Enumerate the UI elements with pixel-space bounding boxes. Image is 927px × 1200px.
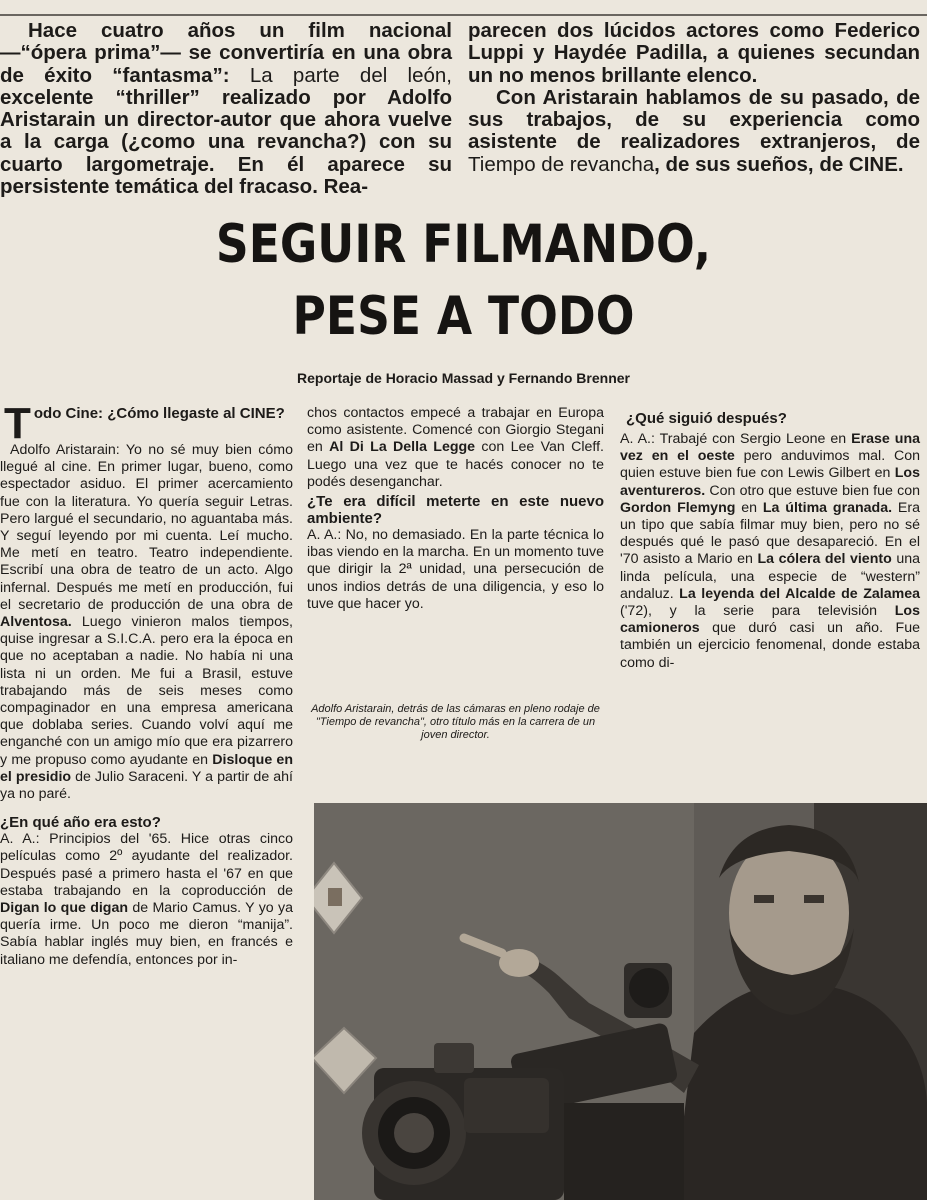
answer-4	[620, 431, 920, 672]
column-3	[620, 410, 920, 672]
question-4: ¿Qué siguió después?	[626, 410, 787, 427]
column-2	[307, 405, 604, 613]
text-run: Luego vinieron malos tiempos, quise ingresar a S.I.C.A. pero era la época en que no aceptaban a nadie. No había ni una lista ni un orden. Me fui a Brasil, estuve trabajando más de seis meses como compaginador en una empresa americana que doblaba series. Cuando volví aquí me enganché con un amigo mío que era pizarrero y me propuso como ayudante en	[0, 614, 293, 768]
question-2: ¿En qué año era esto?	[0, 814, 161, 832]
text-run: A. A.: Principios del '65. Hice otras cinco películas como 2º ayudante del realizador. Después pasé a primero hasta el '67 en que estaba trabajando en la coproducción de	[0, 831, 293, 899]
intro-right	[468, 20, 920, 176]
question-3: ¿Te era difícil meterte en este nuevo ambiente?	[307, 493, 604, 528]
text-run: Disloque en el presidio	[0, 751, 293, 785]
text-run: de Julio Saraceni. Y a partir de ahí ya no paré.	[0, 768, 293, 803]
text-run: Los aventureros.	[620, 465, 920, 499]
intro-paragraph-2: parecen dos lúcidos actores como Federico Luppi y Haydée Padilla, a quienes secundan un no menos brillante elenco.	[468, 19, 920, 87]
text-run: en	[735, 499, 763, 516]
column-1	[0, 399, 293, 969]
text-run: Alventosa.	[0, 614, 72, 631]
headline-line-1: SEGUIR FILMANDO,	[215, 214, 712, 275]
text-run: Con otro que estuve bien fue con	[705, 482, 920, 499]
top-rule	[0, 14, 927, 16]
text-run: pero anduvimos mal. Con quien estuve bien fue con Lewis Gilbert en	[620, 448, 920, 482]
intro-paragraph-1	[0, 20, 452, 198]
text-run: La leyenda del Alcalde de Zalamea	[679, 585, 920, 602]
text-run: chos contactos empecé a trabajar en Europa como asistente. Comencé con Giorgio Stegani en	[307, 405, 604, 456]
photo-caption: Adolfo Aristarain, detrás de las cámaras en pleno rodaje de "Tiempo de revancha", otro título más en la carrera de un joven director.	[311, 703, 600, 741]
text-run: Los camioneros	[620, 603, 920, 637]
text-run: una linda película, una especie de “western” andaluz.	[620, 551, 920, 602]
answer-continued	[307, 405, 604, 491]
text-run: Digan lo que digan	[0, 900, 129, 917]
text-run: Hace cuatro años un film nacional —“ópera prima”— se convertiría en una obra de éxito “fantasma”:	[0, 19, 452, 87]
byline: Reportaje de Horacio Massad y Fernando Brenner	[297, 370, 630, 386]
text-run: con Lee Van Cleff. Luego una vez que te hacés conocer no te podés desenganchar.	[307, 439, 604, 490]
drop-cap: T	[4, 399, 31, 448]
text-run: Era un tipo que sabía filmar muy bien, pero no sé después qué le pasó que desapareció. En el '70 asisto a Mario en	[620, 499, 920, 568]
director-with-camera-illustration	[314, 803, 927, 1200]
text-run: ('72), y la serie para televisión	[620, 603, 895, 620]
text-run: Con Aristarain hablamos de su pasado, de sus trabajos, de su experiencia como asistente de realizadores extranjeros, de	[468, 85, 920, 154]
text-run: La última granada.	[762, 499, 893, 516]
headline-line-2: PESE A TODO	[292, 286, 635, 347]
director-photo	[314, 803, 927, 1200]
answer-3: A. A.: No, no demasiado. En la parte técnica lo ibas viendo en la marcha. En un momento tuve que dirigir la 2ª unidad, una persecución de unos indios detrás de una diligencia, y eso lo tuve que hacer yo.	[307, 527, 604, 612]
question-1: Todo Cine: ¿Cómo llegaste al CINE?	[4, 399, 285, 448]
text-run: La parte del león,	[249, 63, 452, 87]
text-run: Erase una vez en el oeste	[620, 431, 920, 465]
text-run: A. A.: Trabajé con Sergio Leone en	[620, 431, 852, 447]
text-run: , de sus sueños, de CINE.	[654, 152, 904, 176]
intro-left	[0, 20, 452, 198]
intro-paragraph-3	[468, 87, 920, 176]
text-run: Adolfo Aristarain: Yo no sé muy bien cómo llegué al cine. En primer lugar, bueno, como espectador asiduo. El primer acercamiento fue con la literatura. Yo quería seguir Letras. Pero largué el secundario, no aguantaba más. Y seguí leyendo por mi cuenta. Leí mucho. Me metí en teatro. Teatro independiente. Escribí una obra de teatro de un acto. Algo infernal. Después me metí en producción, fui el secretario de producción de una obra de	[0, 442, 293, 613]
text-run: La cólera del viento	[757, 551, 892, 568]
text-run: de Mario Camus. Y yo ya quería irme. Un poco me dieron “manija”. Sabía hablar inglés muy bien, en francés e italiano me defendía, entonces por in-	[0, 900, 293, 968]
text-run: excelente “thriller” realizado por Adolfo Aristarain un director-autor que ahora vuelve a la carga (¿como una revancha?) con su cuarto largometraje. En él aparece su persistente temática del fracaso. Rea-	[0, 85, 452, 199]
answer-1	[0, 442, 293, 803]
text-run: Tiempo de revancha	[468, 152, 655, 176]
text-run: Al Di La Della Legge	[329, 439, 476, 456]
text-run: Gordon Flemyng	[620, 499, 736, 516]
text-run: que duró casi un año. Fue también un ejercicio fenomenal, donde estaba como di-	[620, 620, 920, 671]
answer-2	[0, 831, 293, 969]
